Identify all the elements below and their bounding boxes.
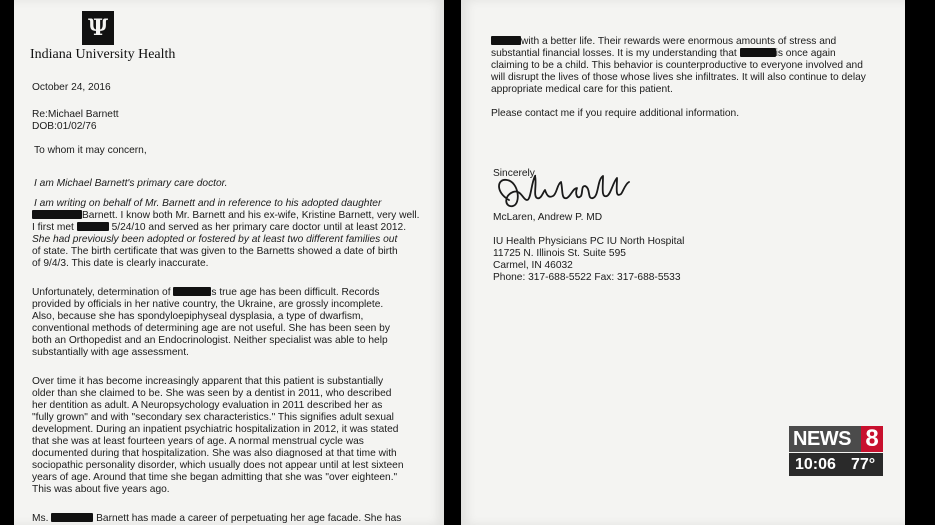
organization-name: Indiana University Health — [30, 47, 176, 62]
letter-date: October 24, 2016 — [32, 82, 111, 93]
clock-time: 10:06 — [795, 456, 836, 473]
text-line: years of age. Around that time she began admitting that she was "over eighteen." — [32, 472, 398, 483]
text-line: conventional methods of determining age are not useful. She has been seen by — [32, 323, 390, 334]
redaction-bar — [51, 513, 93, 522]
text-line: substantially with age assessment. — [32, 347, 189, 358]
intro-sentence: I am Michael Barnett's primary care doctor. — [34, 178, 228, 189]
signer-name: McLaren, Andrew P. MD — [493, 212, 603, 223]
text-line: her dentition as adult. A Neuropsychology evaluation in 2011 described her as — [32, 400, 383, 411]
dob-line: DOB:01/02/76 — [32, 121, 97, 132]
text-line: will disrupt the lives of those whose lives she infiltrates. It will also continue to delay — [491, 72, 866, 83]
text-line: I first met 5/24/10 and served as her primary care doctor until at least 2012. — [32, 222, 407, 233]
redaction-bar — [491, 36, 521, 45]
text-line: Over time it has become increasingly apparent that this patient is substantially — [32, 376, 384, 387]
redaction-bar — [77, 222, 109, 231]
text-line: both an Orthopedist and an Endocrinologist. Neither specialist was able to help — [32, 335, 388, 346]
text-line: "fully grown" and with "secondary sex characteristics." This signifies adult sexual — [32, 412, 394, 423]
text-line: documented during that hospitalization. She was also diagnosed at that time with — [32, 448, 397, 459]
contact-sentence: Please contact me if you require additional information. — [491, 108, 740, 119]
address-line: Carmel, IN 46032 — [493, 260, 573, 271]
text-line: substantial financial losses. It is my understanding that is once again — [491, 48, 836, 59]
redaction-bar — [32, 210, 82, 219]
salutation: To whom it may concern, — [34, 145, 147, 156]
text-line: Ms. Barnett has made a career of perpetuating her age facade. She has — [32, 513, 402, 524]
news8-logo — [789, 426, 883, 452]
text-line: sociopathic personality disorder, which usually does not appear until at lest sixteen — [32, 460, 404, 471]
station-word: NEWS — [793, 428, 851, 450]
text-line: that she was at least fourteen years of age. A normal menstrual cycle was — [32, 436, 364, 447]
text-line: I am writing on behalf of Mr. Barnett and in reference to his adopted daughter — [34, 198, 382, 209]
address-line: IU Health Physicians PC IU North Hospital — [493, 236, 685, 247]
text-line: Barnett. I know both Mr. Barnett and his ex-wife, Kristine Barnett, very well. — [32, 210, 419, 222]
station-number: 8 — [861, 426, 883, 452]
letter-page-left — [14, 0, 444, 525]
text-line: of state. The birth certificate that was given to the Barnetts showed a date of birth — [32, 246, 398, 257]
phone-fax-line: Phone: 317-688-5522 Fax: 317-688-5533 — [493, 272, 681, 283]
text-line: provided by officials in her native country, the Ukraine, are grossly incomplete. — [32, 299, 384, 310]
text-line: with a better life. Their rewards were enormous amounts of stress and — [491, 36, 836, 48]
text-line: claiming to be a child. This behavior is counterproductive to everyone involved and — [491, 60, 863, 71]
text-line: development. During an inpatient psychiatric hospitalization in 2012, it was stated — [32, 424, 399, 435]
text-line: She had previously been adopted or fostered by at least two different families out — [32, 234, 398, 245]
address-line: 11725 N. Illinois St. Suite 595 — [493, 248, 626, 259]
temperature: 77° — [851, 456, 876, 473]
text-line: Unfortunately, determination of s true age has been difficult. Records — [32, 287, 380, 298]
re-line: Re:Michael Barnett — [32, 109, 119, 120]
time-temp-bar — [789, 453, 883, 476]
text-line: This was about five years ago. — [32, 484, 170, 495]
text-line: Also, because she has spondyloepiphyseal dysplasia, a type of dwarfism, — [32, 311, 364, 322]
text-line: appropriate medical care for this patient. — [491, 84, 673, 95]
closing: Sincerely, — [493, 168, 537, 179]
text-line: of 9/4/3. This date is clearly inaccurate. — [32, 258, 209, 269]
news8-badge — [789, 426, 883, 478]
redaction-bar — [740, 48, 776, 57]
redaction-bar — [173, 287, 211, 296]
text-line: older than she claimed to be. She was seen by a dentist in 2011, who described — [32, 388, 392, 399]
iu-health-logo: Ψ — [82, 11, 114, 45]
